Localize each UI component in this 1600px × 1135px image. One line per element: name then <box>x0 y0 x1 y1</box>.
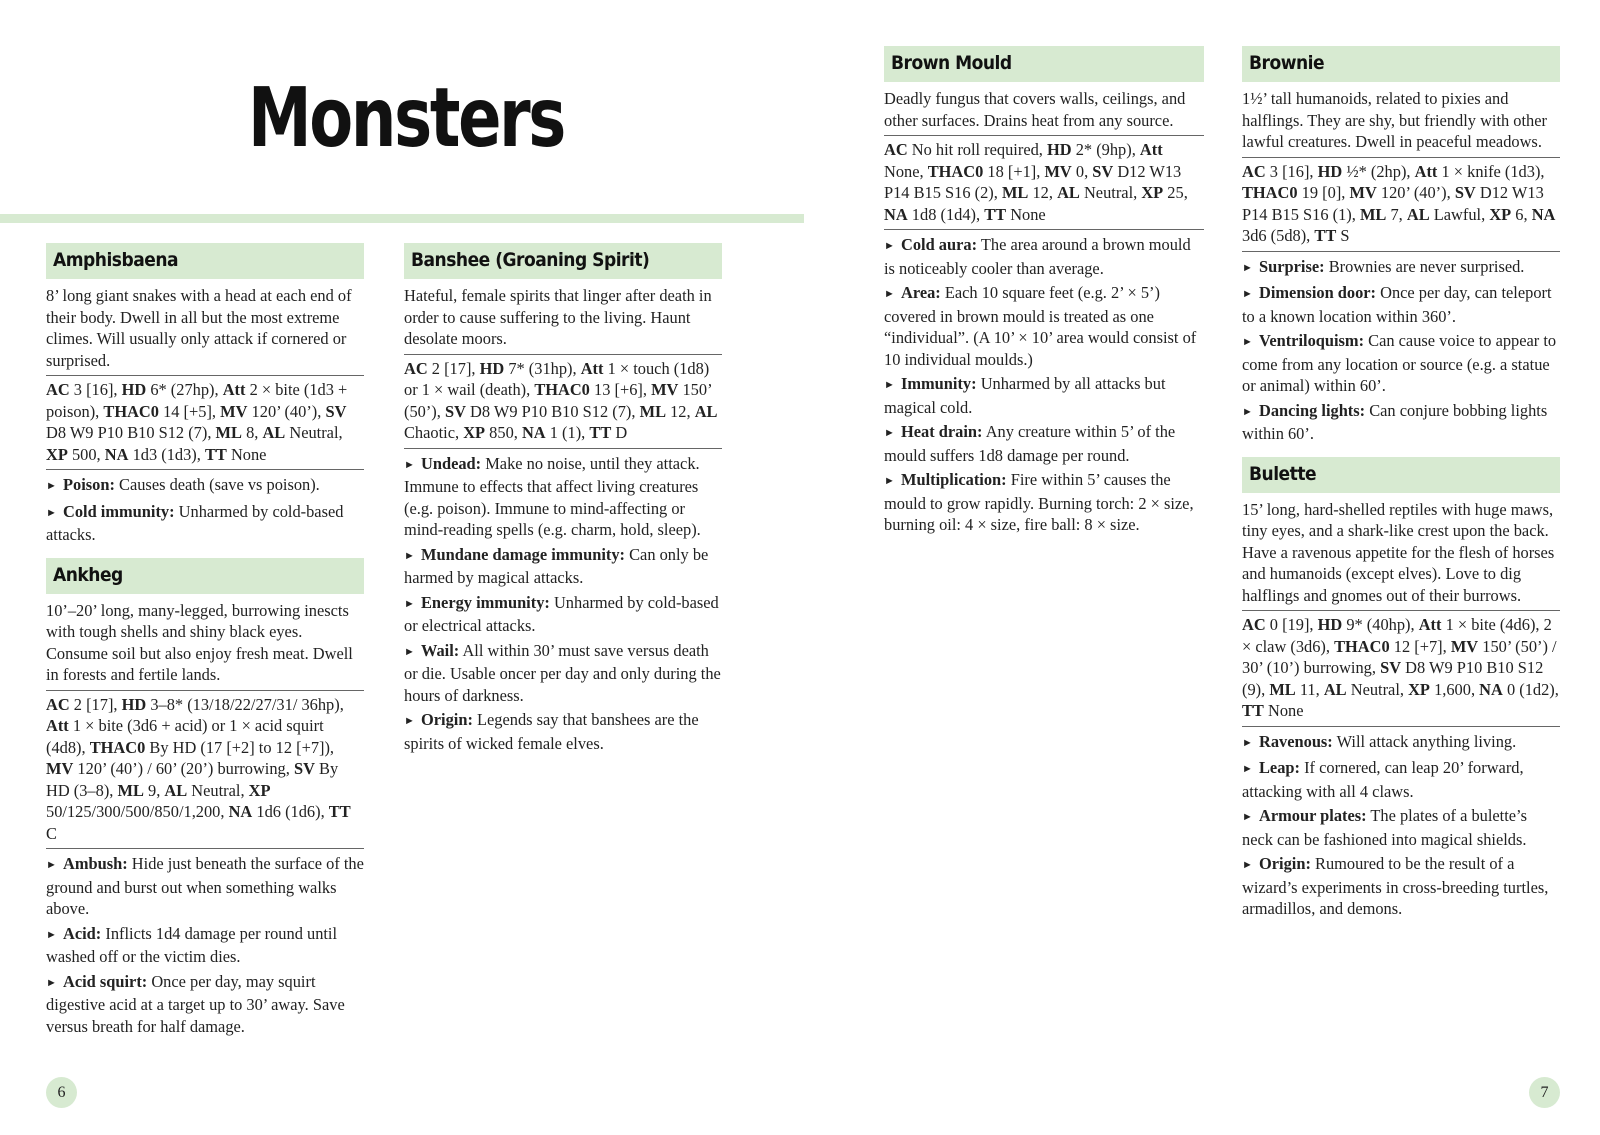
monster-heading: Banshee (Groaning Spirit) <box>404 243 722 279</box>
bullet-arrow-icon: ► <box>404 645 415 658</box>
stat-label: MV <box>1450 636 1479 656</box>
stat-value: 19 [0], <box>1301 183 1346 202</box>
stat-value: 1,600, <box>1434 679 1476 699</box>
stat-value: 1d8 (1d4), <box>911 204 981 224</box>
ability <box>884 282 1204 370</box>
stat-value: 0 (1d2), <box>1506 679 1559 699</box>
stat-label: AC <box>1242 161 1266 181</box>
monster-heading: Bulette <box>1242 457 1560 493</box>
stat-value: 500, <box>71 444 101 464</box>
stat-label: THAC0 <box>103 401 159 421</box>
stat-value: 3–8* (13/18/22/27/31/ 36hp), <box>150 694 344 714</box>
stat-value: 850, <box>489 423 518 442</box>
stat-label: ML <box>117 780 144 800</box>
stat-label: ML <box>639 401 666 421</box>
stat-label: SV <box>1092 161 1114 181</box>
stat-value: 2 [17], <box>431 358 476 378</box>
ability-name: Poison: <box>63 475 115 494</box>
stat-value: 7, <box>1390 204 1403 224</box>
ability <box>884 421 1204 466</box>
stat-value: 9* (40hp), <box>1346 615 1415 634</box>
stat-value: 12 [+7], <box>1393 636 1447 656</box>
stat-label: TT <box>328 802 351 821</box>
ability-name: Cold aura: <box>901 235 978 254</box>
column-4 <box>1242 46 1560 932</box>
page-number-left: 6 <box>46 1077 77 1108</box>
ability-text: Inflicts 1d4 damage per round until washed off or the victim dies. <box>46 923 338 966</box>
ability-name: Origin: <box>1259 854 1311 873</box>
stat-value: Neutral, <box>1083 183 1138 202</box>
ability-text: If cornered, can leap 20’ forward, attacking with all 4 claws. <box>1242 758 1524 801</box>
page-number-right: 7 <box>1529 1077 1560 1108</box>
stat-value: 1 × touch (1d8) or 1 × wail (death), <box>404 358 710 399</box>
ability-name: Acid: <box>63 923 102 943</box>
bullet-arrow-icon: ► <box>884 475 895 487</box>
bullet-arrow-icon: ► <box>46 859 57 871</box>
bullet-arrow-icon: ► <box>404 458 415 471</box>
stat-value: 7* (31hp), <box>508 358 577 378</box>
stat-value: 120’ (40’), <box>251 401 322 421</box>
stat-value: 12, <box>1032 183 1053 202</box>
ability-text: Causes death (save vs poison). <box>119 475 320 494</box>
stat-label: THAC0 <box>89 737 146 757</box>
stat-value: 120’ (40’), <box>1380 183 1451 202</box>
monster-heading: Amphisbaena <box>46 243 364 279</box>
ability-text: The area around a brown mould is noticeably cooler than average. <box>884 235 1191 278</box>
stat-label: THAC0 <box>927 161 984 181</box>
stat-label: NA <box>228 802 253 821</box>
ability-name: Dimension door: <box>1259 283 1377 302</box>
ability-text: Can conjure bobbing lights within 60’. <box>1242 400 1548 443</box>
stat-label: Att <box>1414 161 1438 181</box>
stat-value: 12, <box>670 401 691 421</box>
ability <box>1242 757 1560 802</box>
stat-label: TT <box>984 204 1007 224</box>
title-divider <box>0 214 804 223</box>
stat-label: Att <box>1139 140 1163 159</box>
monster-bulette <box>1242 457 1560 920</box>
ability <box>884 469 1204 536</box>
ability <box>404 640 722 707</box>
ability-text: Will attack anything living. <box>1336 731 1517 751</box>
ability-name: Ventriloquism: <box>1259 331 1365 350</box>
stat-label: NA <box>884 204 908 224</box>
ability <box>1242 330 1560 397</box>
ability-name: Armour plates: <box>1259 806 1367 825</box>
stat-label: Att <box>580 358 604 378</box>
ability-name: Heat drain: <box>901 422 983 441</box>
stat-value: 120’ (40’) / 60’ (20’) burrowing, <box>77 759 290 778</box>
stat-value: 3 [16], <box>73 380 118 399</box>
stat-label: SV <box>325 401 347 421</box>
stat-value: D8 W9 P10 B10 S12 (7), <box>470 401 636 421</box>
stat-value: 1 (1), <box>549 423 586 442</box>
stat-label: AL <box>694 401 718 421</box>
stat-label: AC <box>46 694 70 714</box>
ability-text: All within 30’ must save versus death or die. Usable oncer per day and only during the hours of darkness. <box>404 640 721 705</box>
ability <box>1242 282 1560 327</box>
ability-text: Unharmed by cold-based or electrical attacks. <box>404 592 719 635</box>
ability <box>884 234 1204 279</box>
bullet-arrow-icon: ► <box>1242 405 1253 418</box>
ability-text: Can cause voice to appear to come from any location or source (e.g. a statue or animal) within 60’. <box>1242 331 1557 395</box>
stat-value: None <box>1267 701 1304 720</box>
stat-value: C <box>46 823 57 843</box>
monster-banshee-groaning-spirit <box>404 243 722 754</box>
stat-label: THAC0 <box>1334 636 1390 656</box>
stat-label: Att <box>1418 615 1442 634</box>
stat-label: XP <box>463 423 486 442</box>
stat-value: 150’ (50’), <box>404 380 712 421</box>
bullet-arrow-icon: ► <box>46 976 57 989</box>
monster-description: 8’ long giant snakes with a head at each end of their body. Dwell in all but the most extreme climes. Will usually only attack if cornered or surprised. <box>46 286 352 370</box>
stat-label: HD <box>479 358 505 378</box>
stat-label: AC <box>884 140 908 159</box>
ability-text: Once per day, can teleport to a known location within 360’. <box>1242 283 1552 326</box>
ability-text: The plates of a bulette’s neck can be fashioned into magical shields. <box>1242 806 1527 849</box>
ability-text: Unharmed by all attacks but magical cold. <box>884 374 1166 417</box>
ability <box>1242 256 1560 280</box>
stat-value: D8 W9 P10 B10 S12 (9), <box>1242 658 1544 699</box>
stat-label: SV <box>1454 183 1476 202</box>
stat-label: MV <box>46 759 74 778</box>
monster-description: Deadly fungus that covers walls, ceilings, and other surfaces. Drains heat from any source. <box>884 89 1186 130</box>
stat-label: XP <box>248 780 271 800</box>
bullet-arrow-icon: ► <box>884 427 895 439</box>
stat-label: TT <box>204 444 227 464</box>
ability <box>1242 805 1560 850</box>
ability-text: Hide just beneath the surface of the ground and burst out when something walks above. <box>46 854 364 918</box>
stat-label: HD <box>121 694 147 714</box>
bullet-arrow-icon: ► <box>1242 261 1253 274</box>
ability-text: Legends say that banshees are the spirits of wicked female elves. <box>404 710 699 753</box>
stat-value: D12 W13 P14 B15 S16 (1), <box>1242 183 1544 224</box>
stat-value: 150’ (50’) / 30’ (10’) burrowing, <box>1242 636 1557 677</box>
stat-label: XP <box>1489 204 1512 224</box>
stat-block <box>404 354 722 449</box>
ability-text: Can only be harmed by magical attacks. <box>404 544 709 587</box>
ability <box>46 474 364 498</box>
monster-amphisbaena <box>46 243 364 546</box>
stat-label: AL <box>262 423 286 442</box>
ability-text: Any creature within 5’ of the mould suffers 1d8 damage per round. <box>884 422 1176 465</box>
stat-label: HD <box>1047 140 1072 159</box>
ability-name: Acid squirt: <box>63 971 148 991</box>
ability-text: Once per day, may squirt digestive acid at a target up to 30’ away. Save versus breath for half damage. <box>46 971 345 1036</box>
stat-label: XP <box>1141 183 1164 202</box>
monster-brown-mould <box>884 46 1204 536</box>
stat-value: 11, <box>1299 679 1320 699</box>
ability-name: Ravenous: <box>1259 731 1333 751</box>
ability-name: Leap: <box>1259 758 1300 777</box>
stat-label: HD <box>1317 161 1343 181</box>
stat-label: AC <box>46 380 70 399</box>
ability <box>46 923 364 968</box>
stat-label: SV <box>1380 658 1402 677</box>
bullet-arrow-icon: ► <box>404 597 415 610</box>
ability-name: Wail: <box>421 640 460 660</box>
stat-value: 25, <box>1167 183 1188 202</box>
stat-label: THAC0 <box>534 380 590 399</box>
bullet-arrow-icon: ► <box>884 288 895 300</box>
ability <box>884 373 1204 418</box>
stat-label: TT <box>589 423 612 442</box>
bullet-arrow-icon: ► <box>46 480 57 492</box>
stat-label: MV <box>651 380 679 399</box>
ability-name: Immunity: <box>901 374 977 393</box>
stat-label: AL <box>1057 183 1080 202</box>
stat-value: None <box>1010 204 1046 224</box>
bullet-arrow-icon: ► <box>1242 811 1253 823</box>
stat-value: D8 W9 P10 B10 S12 (7), <box>46 423 212 442</box>
ability-text: Make no noise, until they attack. Immune to effects that affect living creatures (e.g. poison). Immune to mind-affecting or mind-reading spells (e.g. charm, hold, sleep). <box>404 453 701 539</box>
stat-value: D <box>615 423 628 442</box>
ability-text: Brownies are never surprised. <box>1328 256 1525 276</box>
bullet-arrow-icon: ► <box>1242 336 1253 348</box>
monster-description: Hateful, female spirits that linger after death in order to cause suffering to the living. Haunt desolate moors. <box>404 286 712 348</box>
monster-description: 10’–20’ long, many-legged, burrowing inescts with tough shells and shiny black eyes. Consume soil but also enjoy fresh meat. Dwell in forests and fertile lands. <box>46 600 353 684</box>
stat-label: HD <box>1317 615 1343 634</box>
bullet-arrow-icon: ► <box>404 549 415 562</box>
stat-value: No hit roll required, <box>911 140 1043 159</box>
ability <box>46 853 364 920</box>
stat-value: ½* (2hp), <box>1346 161 1411 181</box>
ability <box>1242 400 1560 445</box>
ability-name: Origin: <box>421 710 473 729</box>
stat-value: 3 [16], <box>1269 161 1314 181</box>
column-2 <box>404 243 722 766</box>
bullet-arrow-icon: ► <box>884 240 895 252</box>
bullet-arrow-icon: ► <box>1242 288 1253 300</box>
ability-name: Multiplication: <box>901 470 1007 489</box>
bullet-arrow-icon: ► <box>1242 859 1253 871</box>
stat-label: MV <box>1044 161 1072 181</box>
stat-value: 2 × bite (1d3 + poison), <box>46 380 348 421</box>
stat-value: None <box>230 444 267 464</box>
stat-value: 0, <box>1075 161 1089 181</box>
stat-value: 2* (9hp), <box>1075 140 1136 159</box>
stat-value: 6, <box>1515 204 1528 224</box>
ability <box>404 592 722 637</box>
stat-label: XP <box>1408 679 1430 699</box>
stat-label: NA <box>104 444 129 464</box>
stat-block <box>46 690 364 850</box>
stat-value: 1 × bite (3d6 + acid) or 1 × acid squirt (4d8), <box>46 716 324 757</box>
ability <box>404 453 722 541</box>
stat-label: Att <box>222 380 246 399</box>
stat-value: 14 [+5], <box>163 401 217 421</box>
stat-value: Lawful, <box>1433 204 1486 224</box>
stat-value: Neutral, <box>1350 679 1404 699</box>
stat-label: AL <box>1323 679 1347 699</box>
bullet-arrow-icon: ► <box>404 715 415 727</box>
stat-block <box>884 135 1204 230</box>
ability-name: Area: <box>901 283 941 302</box>
ability-text: Each 10 square feet (e.g. 2’ × 5’) covered in brown mould is treated as one “individual”. (A 10’ × 10’ area would consist of 10 individual moulds.) <box>884 283 1197 369</box>
stat-label: AL <box>1406 204 1430 224</box>
ability-name: Dancing lights: <box>1259 400 1366 420</box>
column-3 <box>884 46 1204 548</box>
ability <box>46 971 364 1038</box>
stat-label: MV <box>1349 183 1377 202</box>
stat-label: SV <box>293 759 315 778</box>
monster-heading: Ankheg <box>46 558 364 594</box>
stat-label: HD <box>121 380 147 399</box>
stat-label: SV <box>444 401 466 421</box>
stat-value: 1d6 (1d6), <box>256 802 325 821</box>
ability-name: Undead: <box>421 453 482 473</box>
stat-label: AC <box>1242 615 1266 634</box>
stat-block <box>1242 157 1560 252</box>
stat-label: AL <box>164 780 188 800</box>
bullet-arrow-icon: ► <box>46 928 57 941</box>
stat-value: 6* (27hp), <box>150 380 219 399</box>
stat-block <box>1242 610 1560 727</box>
column-1 <box>46 243 364 1049</box>
ability <box>1242 731 1560 755</box>
stat-value: 3d6 (5d8), <box>1242 226 1311 245</box>
stat-value: D12 W13 P14 B15 S16 (2), <box>884 161 1182 202</box>
stat-value: By HD (17 [+2] to 12 [+7]), <box>149 737 335 757</box>
ability-text: Rumoured to be the result of a wizard’s experiments in cross-breeding turtles, armadillos, and demons. <box>1242 854 1549 918</box>
ability <box>404 709 722 754</box>
ability-name: Energy immunity: <box>421 592 550 612</box>
ability-name: Ambush: <box>63 854 128 873</box>
ability-name: Mundane damage immunity: <box>421 544 625 564</box>
ability <box>1242 853 1560 920</box>
page-title: Monsters <box>248 71 565 166</box>
bullet-arrow-icon: ► <box>1242 763 1253 775</box>
monster-description: 1½’ tall humanoids, related to pixies and halflings. They are shy, but friendly with other lawful creatures. Dwell in peaceful meadows. <box>1242 89 1547 151</box>
stat-value: 2 [17], <box>73 694 118 714</box>
stat-value: Neutral, <box>191 780 245 800</box>
monster-description: 15’ long, hard-shelled reptiles with huge maws, tiny eyes, and a shark-like crest upon the back. Have a ravenous appetite for the flesh of horses and humanoids (except elves). Love to dig halflings and gnomes out of their burrows. <box>1242 499 1555 605</box>
stat-label: THAC0 <box>1242 183 1298 202</box>
ability <box>46 501 364 546</box>
stat-label: MV <box>220 401 248 421</box>
ability <box>404 544 722 589</box>
monster-heading: Brown Mould <box>884 46 1204 82</box>
monster-brownie <box>1242 46 1560 445</box>
stat-label: NA <box>1479 679 1503 699</box>
stat-value: By HD (3–8), <box>46 759 339 800</box>
stat-value: 1 × bite (4d6), 2 × claw (3d6), <box>1242 615 1552 656</box>
stat-label: AC <box>404 358 428 378</box>
stat-label: NA <box>521 423 546 442</box>
stat-value: 1 × knife (1d3), <box>1441 161 1545 181</box>
stat-label: ML <box>1359 204 1387 224</box>
bullet-arrow-icon: ► <box>46 506 57 519</box>
stat-label: XP <box>46 444 68 464</box>
stat-label: ML <box>215 423 242 442</box>
bullet-arrow-icon: ► <box>884 379 895 391</box>
monster-heading: Brownie <box>1242 46 1560 82</box>
bullet-arrow-icon: ► <box>1242 736 1253 749</box>
stat-label: TT <box>1242 701 1264 720</box>
stat-label: NA <box>1531 204 1556 224</box>
stat-label: Att <box>46 716 69 735</box>
stat-value: 13 [+6], <box>594 380 647 399</box>
stat-label: ML <box>1269 679 1296 699</box>
stat-value: S <box>1340 226 1350 245</box>
stat-label: TT <box>1314 226 1337 245</box>
stat-value: 0 [19], <box>1269 615 1314 634</box>
stat-block <box>46 375 364 470</box>
stat-value: 1d3 (1d3), <box>132 444 201 464</box>
stat-value: Chaotic, <box>404 423 460 442</box>
stat-value: 18 [+1], <box>987 161 1041 181</box>
stat-value: 9, <box>148 780 161 800</box>
stat-value: 50/125/300/500/850/1,200, <box>46 802 225 821</box>
stat-label: ML <box>1001 183 1029 202</box>
stat-value: Neutral, <box>289 423 343 442</box>
stat-value: 8, <box>246 423 259 442</box>
ability-text: Unharmed by cold-based attacks. <box>46 501 344 544</box>
stat-value: None, <box>884 161 924 181</box>
ability-text: Fire within 5’ causes the mould to grow rapidly. Burning torch: 2 × size, burning oil: 4 × size, fire ball: 8 × size. <box>884 470 1194 534</box>
ability-name: Surprise: <box>1259 256 1325 276</box>
monster-ankheg <box>46 558 364 1038</box>
ability-name: Cold immunity: <box>63 501 175 521</box>
